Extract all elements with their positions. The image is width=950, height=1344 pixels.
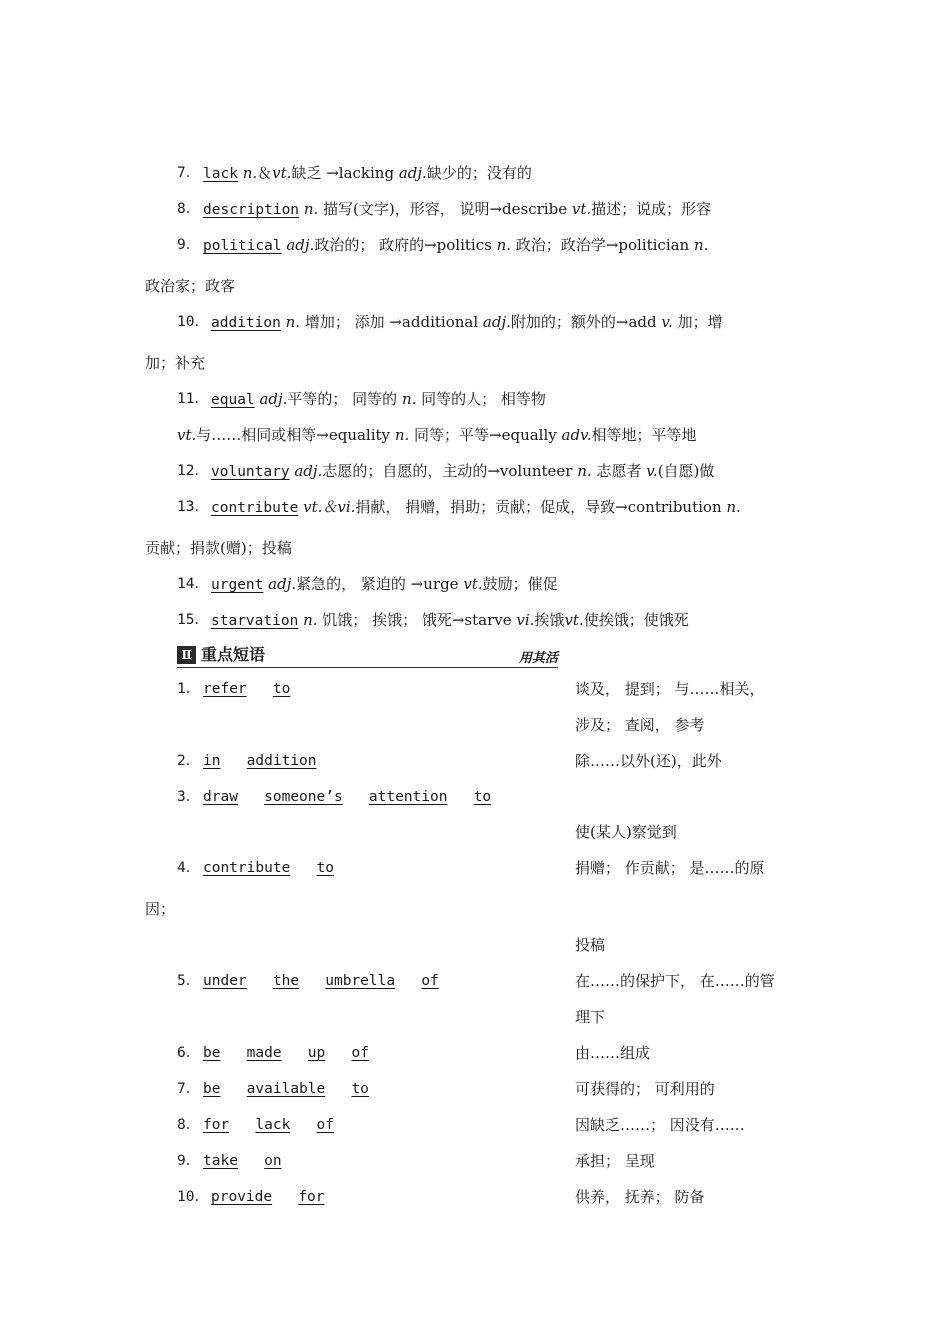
section-number-icon: Ⅱ	[177, 646, 196, 664]
item-number: 15．	[177, 612, 209, 628]
phrase-word: available	[246, 1081, 326, 1097]
part-of-speech: adj.	[294, 462, 323, 480]
phrase-meaning: 投稿	[575, 936, 606, 954]
text: 缺少的；没有的	[426, 164, 532, 182]
item-number: 14．	[177, 576, 209, 592]
item-number: 6．	[177, 1045, 201, 1061]
text: 增加； 添加 →additional	[300, 313, 483, 331]
phrase-word: draw	[203, 789, 238, 805]
part-of-speech: vt.	[463, 575, 483, 593]
text: 志愿的；自愿的，主动的→volunteer	[322, 462, 578, 480]
item-number: 12．	[177, 463, 209, 479]
vocab-word: lack	[203, 166, 238, 182]
text: 志愿者	[591, 462, 647, 480]
phrase-word: the	[272, 973, 300, 989]
text: 使挨饿；使饿死	[583, 611, 689, 629]
part-of-speech: adj.	[398, 164, 427, 182]
part-of-speech: n.	[303, 611, 318, 629]
part-of-speech: vt.	[564, 611, 584, 629]
part-of-speech: n.	[401, 390, 417, 408]
part-of-speech: vt.	[272, 164, 292, 182]
phrase-meaning: 承担； 呈现	[575, 1152, 655, 1170]
text: 挨饿	[534, 611, 565, 629]
phrase-meaning: 因缺乏……； 因没有……	[575, 1116, 745, 1134]
phrase-word: contribute	[203, 860, 291, 876]
part-of-speech: vt.＆vi.	[303, 498, 356, 516]
section-title: 重点短语	[201, 645, 266, 664]
text: 政治；政治学→politician	[511, 236, 694, 254]
phrase-word: of	[421, 973, 439, 989]
phrase-meaning: 在……的保护下， 在……的管	[575, 972, 775, 990]
phrase-word: under	[203, 973, 247, 989]
part-of-speech: adj.	[482, 313, 511, 331]
item-number: 8．	[177, 1117, 201, 1133]
vocab-word: equal	[211, 392, 255, 408]
part-of-speech: v.	[661, 313, 673, 331]
vocab-word: starvation	[211, 613, 299, 629]
item-number: 7．	[177, 1081, 201, 1097]
phrase-word: on	[264, 1153, 282, 1169]
phrase-word: refer	[203, 681, 247, 697]
phrase-word: to	[272, 681, 291, 697]
vocab-word: contribute	[211, 500, 299, 516]
text: 紧急的， 紧迫的 →urge	[296, 575, 464, 593]
phrase-meaning: 由……组成	[575, 1044, 651, 1062]
item-number: 10．	[177, 1189, 209, 1205]
part-of-speech: adv.	[561, 426, 592, 444]
phrase-word: to	[316, 860, 334, 876]
item-number: 11．	[177, 391, 209, 407]
text: (自愿)做	[657, 462, 715, 480]
part-of-speech: n.	[285, 313, 301, 331]
text: 政治的； 政府的→politics	[314, 236, 497, 254]
part-of-speech: n.	[694, 236, 709, 254]
part-of-speech: vt.	[571, 200, 592, 218]
text: 捐献， 捐赠，捐助；贡献；促成，导致→contribution	[355, 498, 727, 516]
text: 平等的； 同等的	[287, 390, 402, 408]
part-of-speech: adj.	[259, 390, 288, 408]
phrase-word: in	[203, 753, 221, 769]
item-number: 9．	[177, 1153, 201, 1169]
item-number: 9．	[177, 237, 201, 253]
text: 政治家；政客	[145, 277, 236, 295]
phrase-word: attention	[368, 789, 448, 805]
section-header	[177, 645, 558, 668]
text: 相等地；平等地	[591, 426, 697, 444]
part-of-speech: n.	[726, 498, 741, 516]
vocab-word: voluntary	[211, 464, 290, 480]
phrase-word: for	[203, 1117, 230, 1133]
phrase-word: made	[246, 1045, 282, 1061]
phrase-meaning: 谈及， 提到； 与……相关，	[575, 680, 765, 698]
item-number: 3．	[177, 789, 201, 805]
phrase-meaning: 涉及； 查阅， 参考	[575, 716, 705, 734]
phrase-meaning: 可获得的； 可利用的	[575, 1080, 715, 1098]
text: 加；增	[672, 313, 723, 331]
vocab-word: description	[203, 202, 300, 218]
part-of-speech: n.	[303, 200, 319, 218]
part-of-speech: n.	[496, 236, 512, 254]
text: 缺乏 →lacking	[291, 164, 399, 182]
text: ＆	[257, 164, 273, 182]
phrase-meaning: 供养， 抚养； 防备	[575, 1188, 705, 1206]
phrase-meaning: 使(某人)察觉到	[575, 823, 677, 841]
text: 加；补充	[145, 354, 206, 372]
part-of-speech: vi.	[516, 611, 535, 629]
part-of-speech: n.	[394, 426, 410, 444]
text: 贡献；捐款(赠)；投稿	[145, 539, 292, 557]
phrase-meaning: 理下	[575, 1008, 606, 1026]
phrase-word: addition	[246, 753, 317, 769]
part-of-speech: adj.	[268, 575, 297, 593]
text: 鼓励；催促	[482, 575, 558, 593]
item-number: 2．	[177, 753, 201, 769]
phrase-word: up	[307, 1045, 326, 1061]
phrase-word: be	[203, 1045, 221, 1061]
part-of-speech: vt.	[177, 426, 197, 444]
item-number: 4．	[177, 860, 201, 876]
phrase-meaning: 捐赠； 作贡献； 是……的原	[575, 859, 765, 877]
part-of-speech: n.	[242, 164, 258, 182]
vocab-word: political	[203, 238, 282, 254]
text: 附加的；额外的→add	[510, 313, 662, 331]
part-of-speech: adj.	[286, 236, 315, 254]
item-number: 8．	[177, 201, 201, 217]
phrase-word: umbrella	[325, 973, 396, 989]
phrase-word: for	[298, 1189, 325, 1205]
item-number: 5．	[177, 973, 201, 989]
text: 描写(文字)，形容， 说明→describe	[318, 200, 572, 218]
phrase-word: take	[203, 1153, 238, 1169]
phrase-meaning: 除……以外(还)，此外	[575, 752, 722, 770]
phrase-word: provide	[211, 1189, 273, 1205]
phrase-meaning-wrap: 因；	[145, 900, 176, 918]
item-number: 7．	[177, 165, 201, 181]
phrase-word: be	[203, 1081, 221, 1097]
phrase-word: of	[316, 1117, 334, 1133]
item-number: 13．	[177, 499, 209, 515]
section-subtitle: 用其活	[518, 651, 558, 666]
part-of-speech: v.	[646, 462, 658, 480]
text: 同等；平等→equally	[409, 426, 562, 444]
vocab-word: urgent	[211, 577, 264, 593]
text: 饥饿； 挨饿； 饿死→starve	[317, 611, 517, 629]
text: 同等的人； 相等物	[416, 390, 546, 408]
phrase-word: someone’s	[264, 789, 343, 805]
phrase-word: to	[351, 1081, 369, 1097]
phrase-word: lack	[255, 1117, 291, 1133]
part-of-speech: n.	[577, 462, 592, 480]
text: 描述；说成；形容	[591, 200, 712, 218]
item-number: 1．	[177, 681, 201, 697]
phrase-word: to	[473, 789, 492, 805]
phrase-word: of	[351, 1045, 369, 1061]
text: 与……相同或相等→equality	[196, 426, 395, 444]
vocab-word: addition	[211, 315, 281, 331]
item-number: 10．	[177, 314, 209, 330]
